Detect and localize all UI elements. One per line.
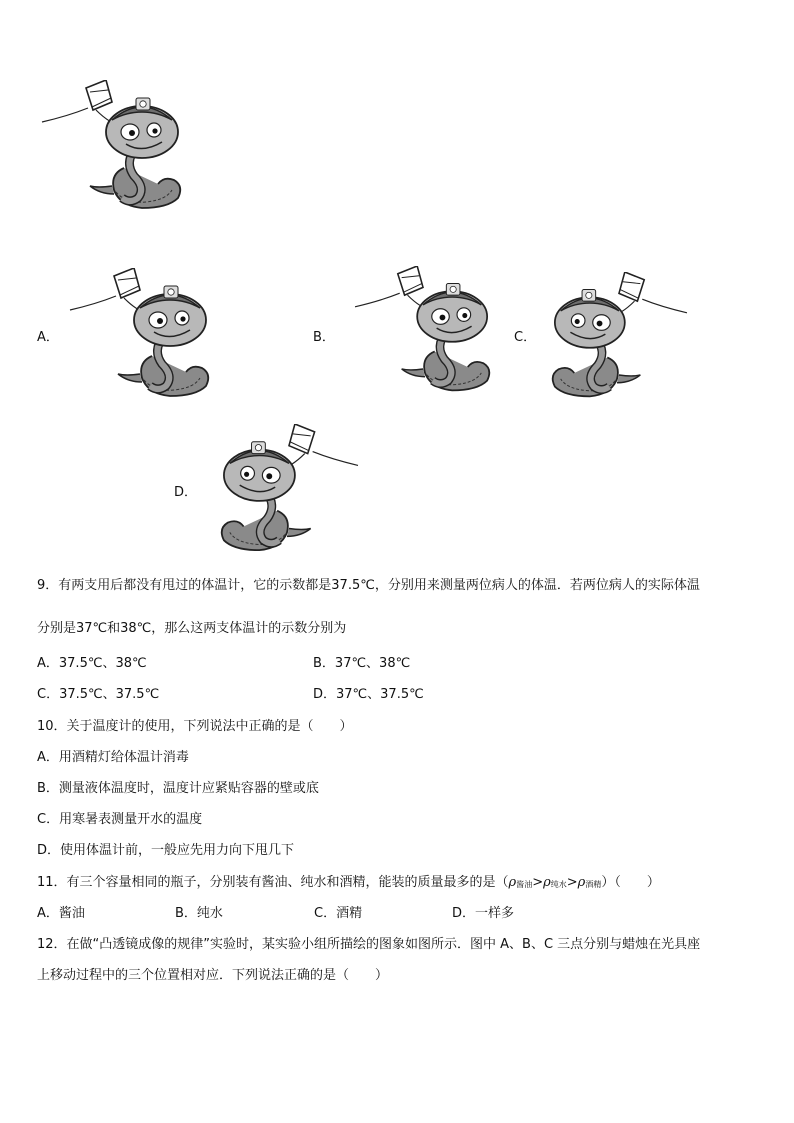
question-11-option-c: C．酒精 bbox=[314, 906, 363, 921]
question-10-stem: 10．关于温度计的使用，下列说法中正确的是（ ） bbox=[37, 719, 353, 734]
question-11-stem-suffix: ）（ ） bbox=[601, 875, 660, 890]
subscript-alcohol: 酒精 bbox=[585, 880, 602, 889]
rho-symbol: ρ bbox=[577, 875, 586, 890]
subscript-soy-sauce: 酱油 bbox=[516, 880, 533, 889]
rho-symbol: ρ bbox=[508, 875, 517, 890]
figure-option-c-label: C． bbox=[514, 330, 537, 345]
figure-option-a-label: A． bbox=[37, 330, 59, 345]
question-11-stem bbox=[37, 874, 660, 894]
snake-kite-figure-option-b bbox=[340, 266, 508, 402]
question-10-option-b: B．测量液体温度时，温度计应紧贴容器的壁或底 bbox=[37, 781, 319, 796]
question-11-option-d: D．一样多 bbox=[452, 906, 515, 921]
question-9-option-a: A．37.5℃、38℃ bbox=[37, 656, 147, 671]
question-9-option-d: D．37℃、37.5℃ bbox=[313, 687, 424, 702]
snake-kite-figure-option-a bbox=[62, 268, 220, 408]
question-11-stem-prefix: 11．有三个容量相同的瓶子，分别装有酱油、纯水和酒精，能装的质量最多的是（ bbox=[37, 875, 509, 890]
question-10-option-c: C．用寒暑表测量开水的温度 bbox=[37, 812, 203, 827]
figure-option-b-label: B． bbox=[313, 330, 335, 345]
question-12-stem-line-2: 上移动过程中的三个位置相对应．下列说法正确的是（ ） bbox=[37, 968, 389, 983]
snake-kite-figure bbox=[38, 80, 188, 220]
question-9-option-b: B．37℃、38℃ bbox=[313, 656, 411, 671]
question-9-stem-line-1: 9．有两支用后都没有甩过的体温计，它的示数都是37.5℃，分别用来测量两位病人的体温．若两位病人的实际体温 bbox=[37, 578, 700, 593]
question-9-stem-line-2: 分别是37℃和38℃，那么这两支体温计的示数分别为 bbox=[37, 621, 347, 636]
question-11-option-a: A．酱油 bbox=[37, 906, 85, 921]
snake-kite-figure-option-d bbox=[200, 424, 376, 562]
rho-symbol: ρ bbox=[543, 875, 551, 890]
question-10-option-a: A．用酒精灯给体温计消毒 bbox=[37, 750, 189, 765]
subscript-pure-water: 纯水 bbox=[550, 880, 567, 889]
figure-option-d-label: D． bbox=[174, 485, 198, 500]
question-9-option-c: C．37.5℃、37.5℃ bbox=[37, 687, 160, 702]
snake-kite-figure-option-c bbox=[540, 272, 696, 408]
question-10-option-d: D．使用体温计前，一般应先用力向下甩几下 bbox=[37, 843, 295, 858]
question-11-option-b: B．纯水 bbox=[175, 906, 223, 921]
greater-than-sign: > bbox=[566, 875, 578, 890]
greater-than-sign: > bbox=[532, 875, 544, 890]
question-12-stem-line-1: 12．在做“凸透镜成像的规律”实验时，某实验小组所描绘的图象如图所示．图中 A、B、C 三点分别与蜡烛在光具座 bbox=[37, 937, 701, 952]
